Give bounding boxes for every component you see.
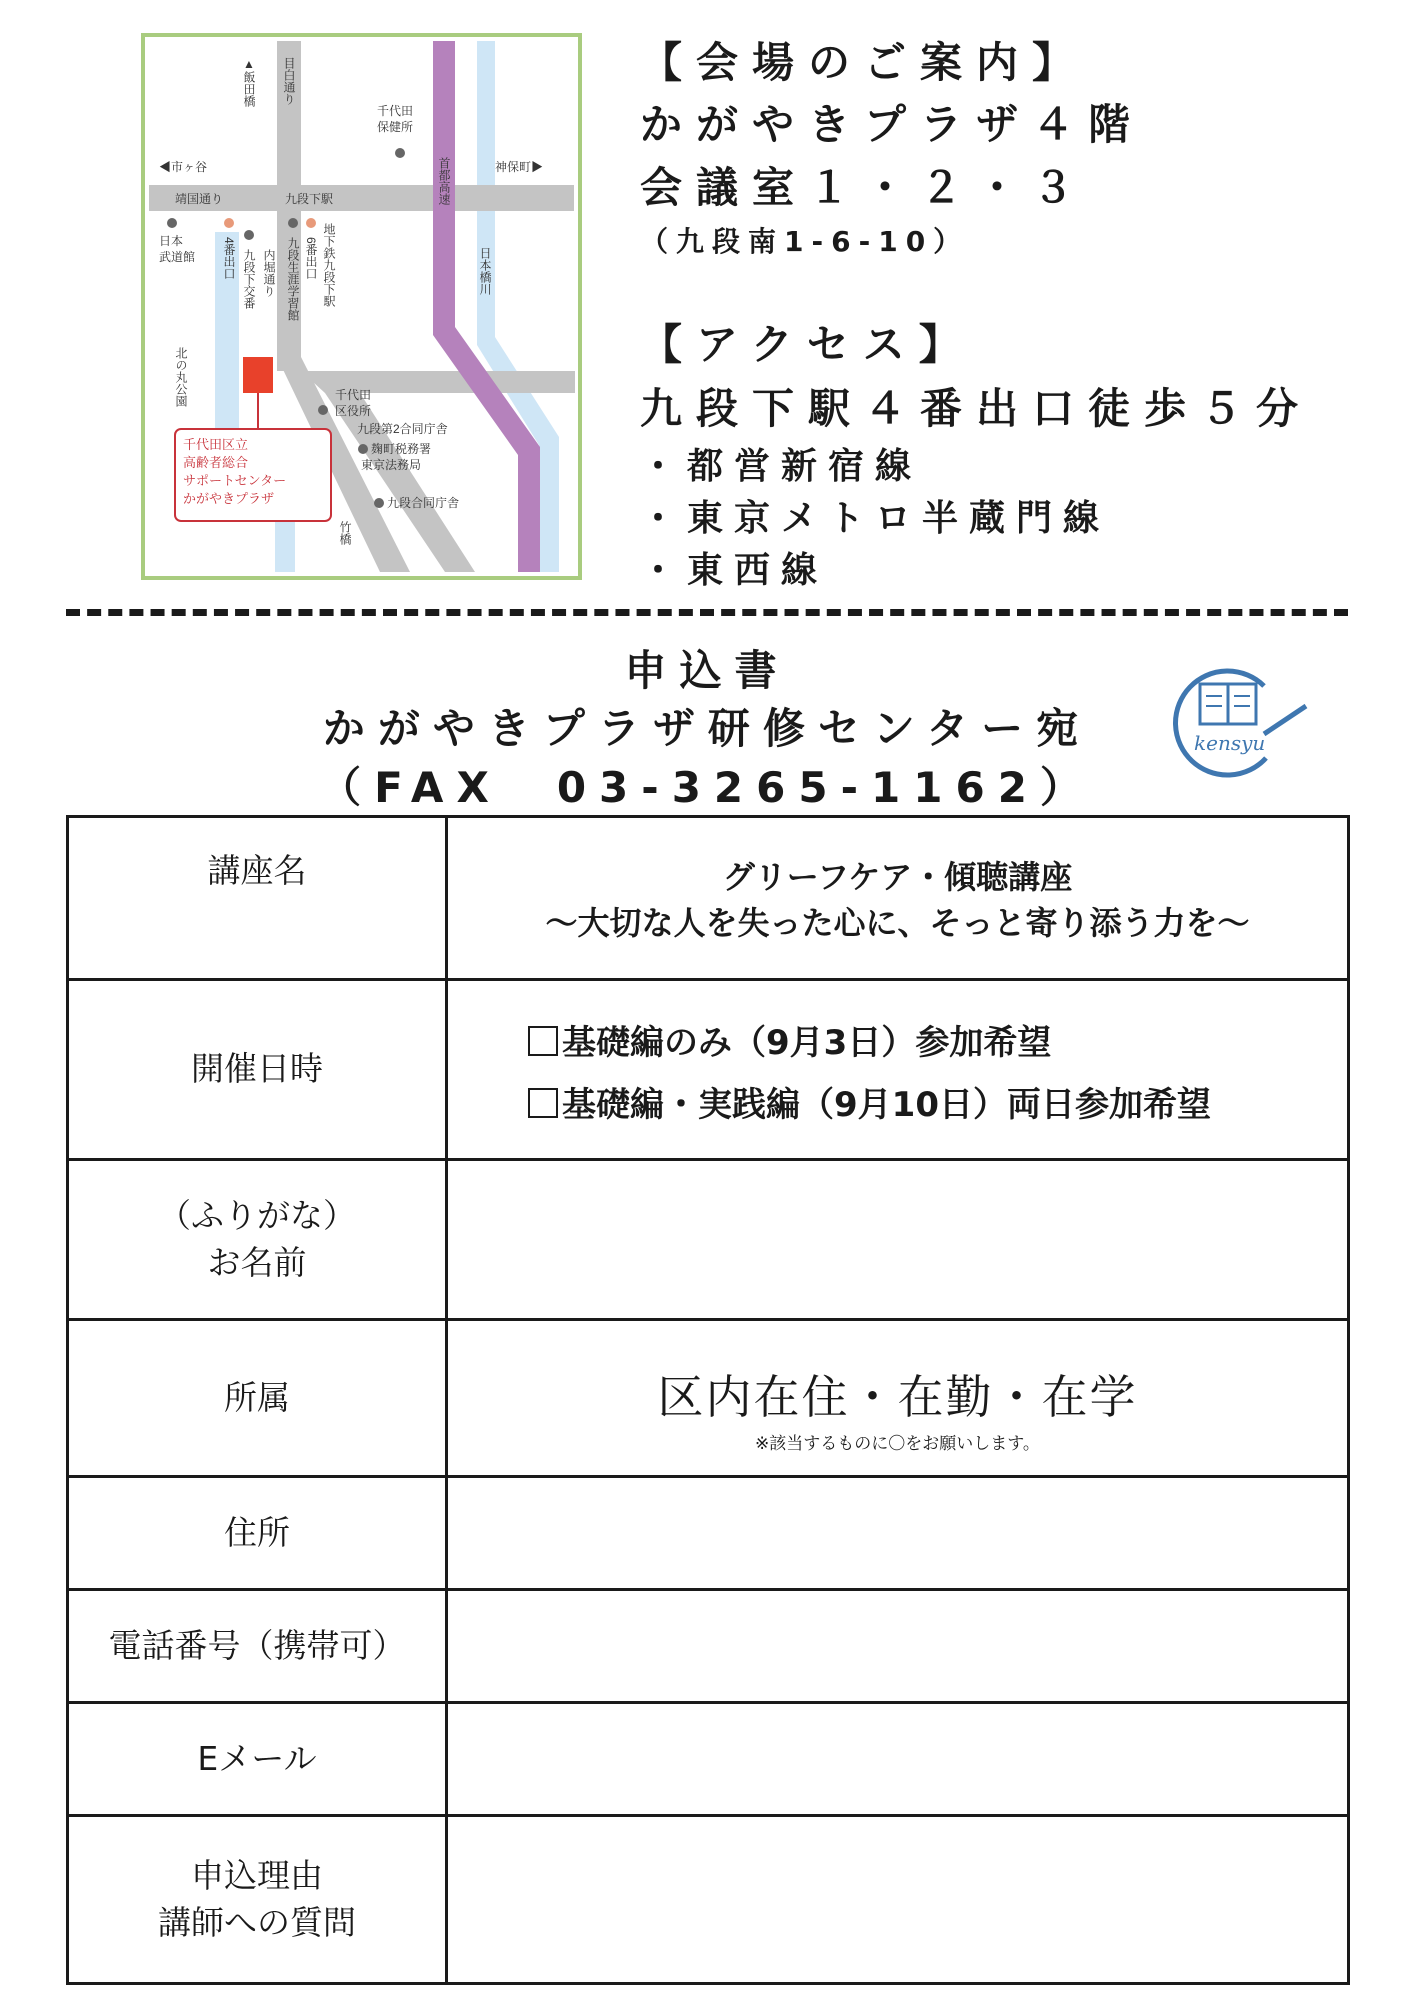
label-budokan-1: 日本: [159, 234, 184, 248]
access-line-tozai: ・東西線: [640, 550, 829, 591]
dot-godo: [374, 498, 384, 508]
row-phone: [69, 1591, 1347, 1704]
row-address: [69, 1478, 1347, 1591]
option-basic-only[interactable]: [528, 1015, 1051, 1064]
cut-line: [66, 609, 1348, 616]
dot-hokenjo: [395, 148, 405, 158]
label-hokenjo-2: 保健所: [377, 120, 414, 134]
label-hokenjo-1: 千代田: [377, 104, 414, 118]
access-heading: 【アクセス】: [640, 320, 975, 369]
row-email: [69, 1704, 1347, 1817]
phone-label: 電話番号（携帯可）: [69, 1591, 448, 1701]
label-godo: 九段合同庁舎: [387, 496, 460, 510]
label-godo2: 九段第2合同庁舎: [357, 422, 448, 436]
access-line-shinjuku: ・都営新宿線: [640, 446, 923, 487]
dot-zeimusho: [358, 444, 368, 454]
dot-exit4: [224, 218, 234, 228]
phone-field[interactable]: [448, 1591, 1347, 1701]
access-walk: 九段下駅４番出口徒歩５分: [640, 384, 1313, 433]
date-label: 開催日時: [69, 981, 448, 1158]
label-subway: 地下鉄九段下駅: [322, 223, 336, 307]
venue-label-2: 高齢者総合: [183, 455, 249, 470]
label-shuto: 首都高速: [437, 157, 451, 205]
course-subtitle: ～大切な人を失った心に、そっと寄り添う力を～: [545, 904, 1250, 943]
label-exit4: 4番出口: [222, 237, 236, 280]
course-cell: [448, 818, 1347, 978]
row-course: [69, 818, 1347, 981]
label-kitanomaru: 北の丸公園: [174, 347, 188, 407]
dot-gakushukan: [288, 218, 298, 228]
email-label: Eメール: [69, 1704, 448, 1814]
logo-text: kensyu: [1194, 731, 1266, 755]
form-fax: （FAX 03-3265-1162）: [319, 763, 1095, 812]
option-both-days-label: 基礎編・実践編（9月10日）両日参加希望: [562, 1085, 1211, 1125]
label-zeimusho: 麹町税務署: [371, 442, 432, 456]
date-cell: [448, 981, 1347, 1158]
venue-label-4: かがやきプラザ: [183, 491, 275, 506]
label-uchibori: 内堀通り: [262, 249, 276, 297]
application-form-table: [66, 815, 1350, 1985]
venue-marker: [243, 357, 273, 393]
venue-room: 会議室１・２・３: [640, 163, 1089, 212]
label-kuyakusho-2: 区役所: [335, 404, 372, 418]
dot-budokan: [167, 218, 177, 228]
map-graphic: [145, 37, 578, 576]
row-name: [69, 1161, 1347, 1321]
label-koban: 九段下交番: [242, 249, 256, 309]
checkbox-both-days[interactable]: [528, 1088, 558, 1118]
label-kuyakusho-1: 千代田: [335, 388, 372, 402]
label-kudanshita: 九段下駅: [285, 192, 334, 206]
dot-kuyakusho: [318, 405, 328, 415]
option-both-days[interactable]: [528, 1077, 1211, 1126]
label-gakushukan: 九段生涯学習館: [286, 237, 300, 321]
label-budokan-2: 武道館: [159, 250, 196, 264]
form-recipient: かがやきプラザ研修センター宛: [322, 704, 1092, 753]
label-ichigaya: ◀市ヶ谷: [159, 160, 208, 174]
dot-exit6: [306, 218, 316, 228]
label-nihonbashi: 日本橋川: [478, 247, 492, 295]
label-exit6: 6番出口: [304, 237, 318, 280]
dot-koban: [244, 230, 254, 240]
label-yasukuni: 靖国通り: [175, 192, 224, 206]
reason-label: 申込理由 講師への質問: [69, 1817, 448, 1982]
venue-address: （九段南1-6-10）: [640, 225, 970, 258]
label-jimbocho: 神保町▶: [495, 160, 544, 174]
venue-label-1: 千代田区立: [183, 437, 249, 452]
name-field[interactable]: [448, 1161, 1347, 1318]
course-label: 講座名: [69, 818, 448, 978]
name-label: （ふりがな） お名前: [69, 1161, 448, 1318]
access-map: [141, 33, 582, 580]
affiliation-options: 区内在住・在勤・在学: [657, 1370, 1138, 1424]
venue-building: かがやきプラザ４階: [640, 100, 1145, 149]
label-iidabashi: ▲飯田橋: [242, 57, 256, 107]
row-reason: [69, 1817, 1347, 1982]
affiliation-label: 所属: [69, 1321, 448, 1475]
address-label: 住所: [69, 1478, 448, 1588]
email-field[interactable]: [448, 1704, 1347, 1814]
affiliation-field[interactable]: [448, 1321, 1347, 1475]
affiliation-note: ※該当するものに〇をお願いします。: [755, 1434, 1040, 1454]
course-title: グリーフケア・傾聴講座: [722, 858, 1073, 896]
checkbox-basic-only[interactable]: [528, 1026, 558, 1056]
venue-heading: 【会場のご案内】: [640, 38, 1089, 87]
kensyu-logo: [1156, 662, 1316, 782]
label-takebashi: 竹橋: [338, 521, 352, 545]
option-basic-only-label: 基礎編のみ（9月3日）参加希望: [562, 1023, 1052, 1063]
row-affiliation: [69, 1321, 1347, 1478]
reason-field[interactable]: [448, 1817, 1347, 1982]
form-title: 申込書: [624, 646, 790, 695]
label-homukyoku: 東京法務局: [361, 458, 422, 472]
label-mejiro: 目白通り: [282, 57, 296, 105]
row-date: [69, 981, 1347, 1161]
address-field[interactable]: [448, 1478, 1347, 1588]
venue-label-3: サポートセンター: [183, 473, 287, 488]
access-line-hanzomon: ・東京メトロ半蔵門線: [640, 498, 1111, 539]
